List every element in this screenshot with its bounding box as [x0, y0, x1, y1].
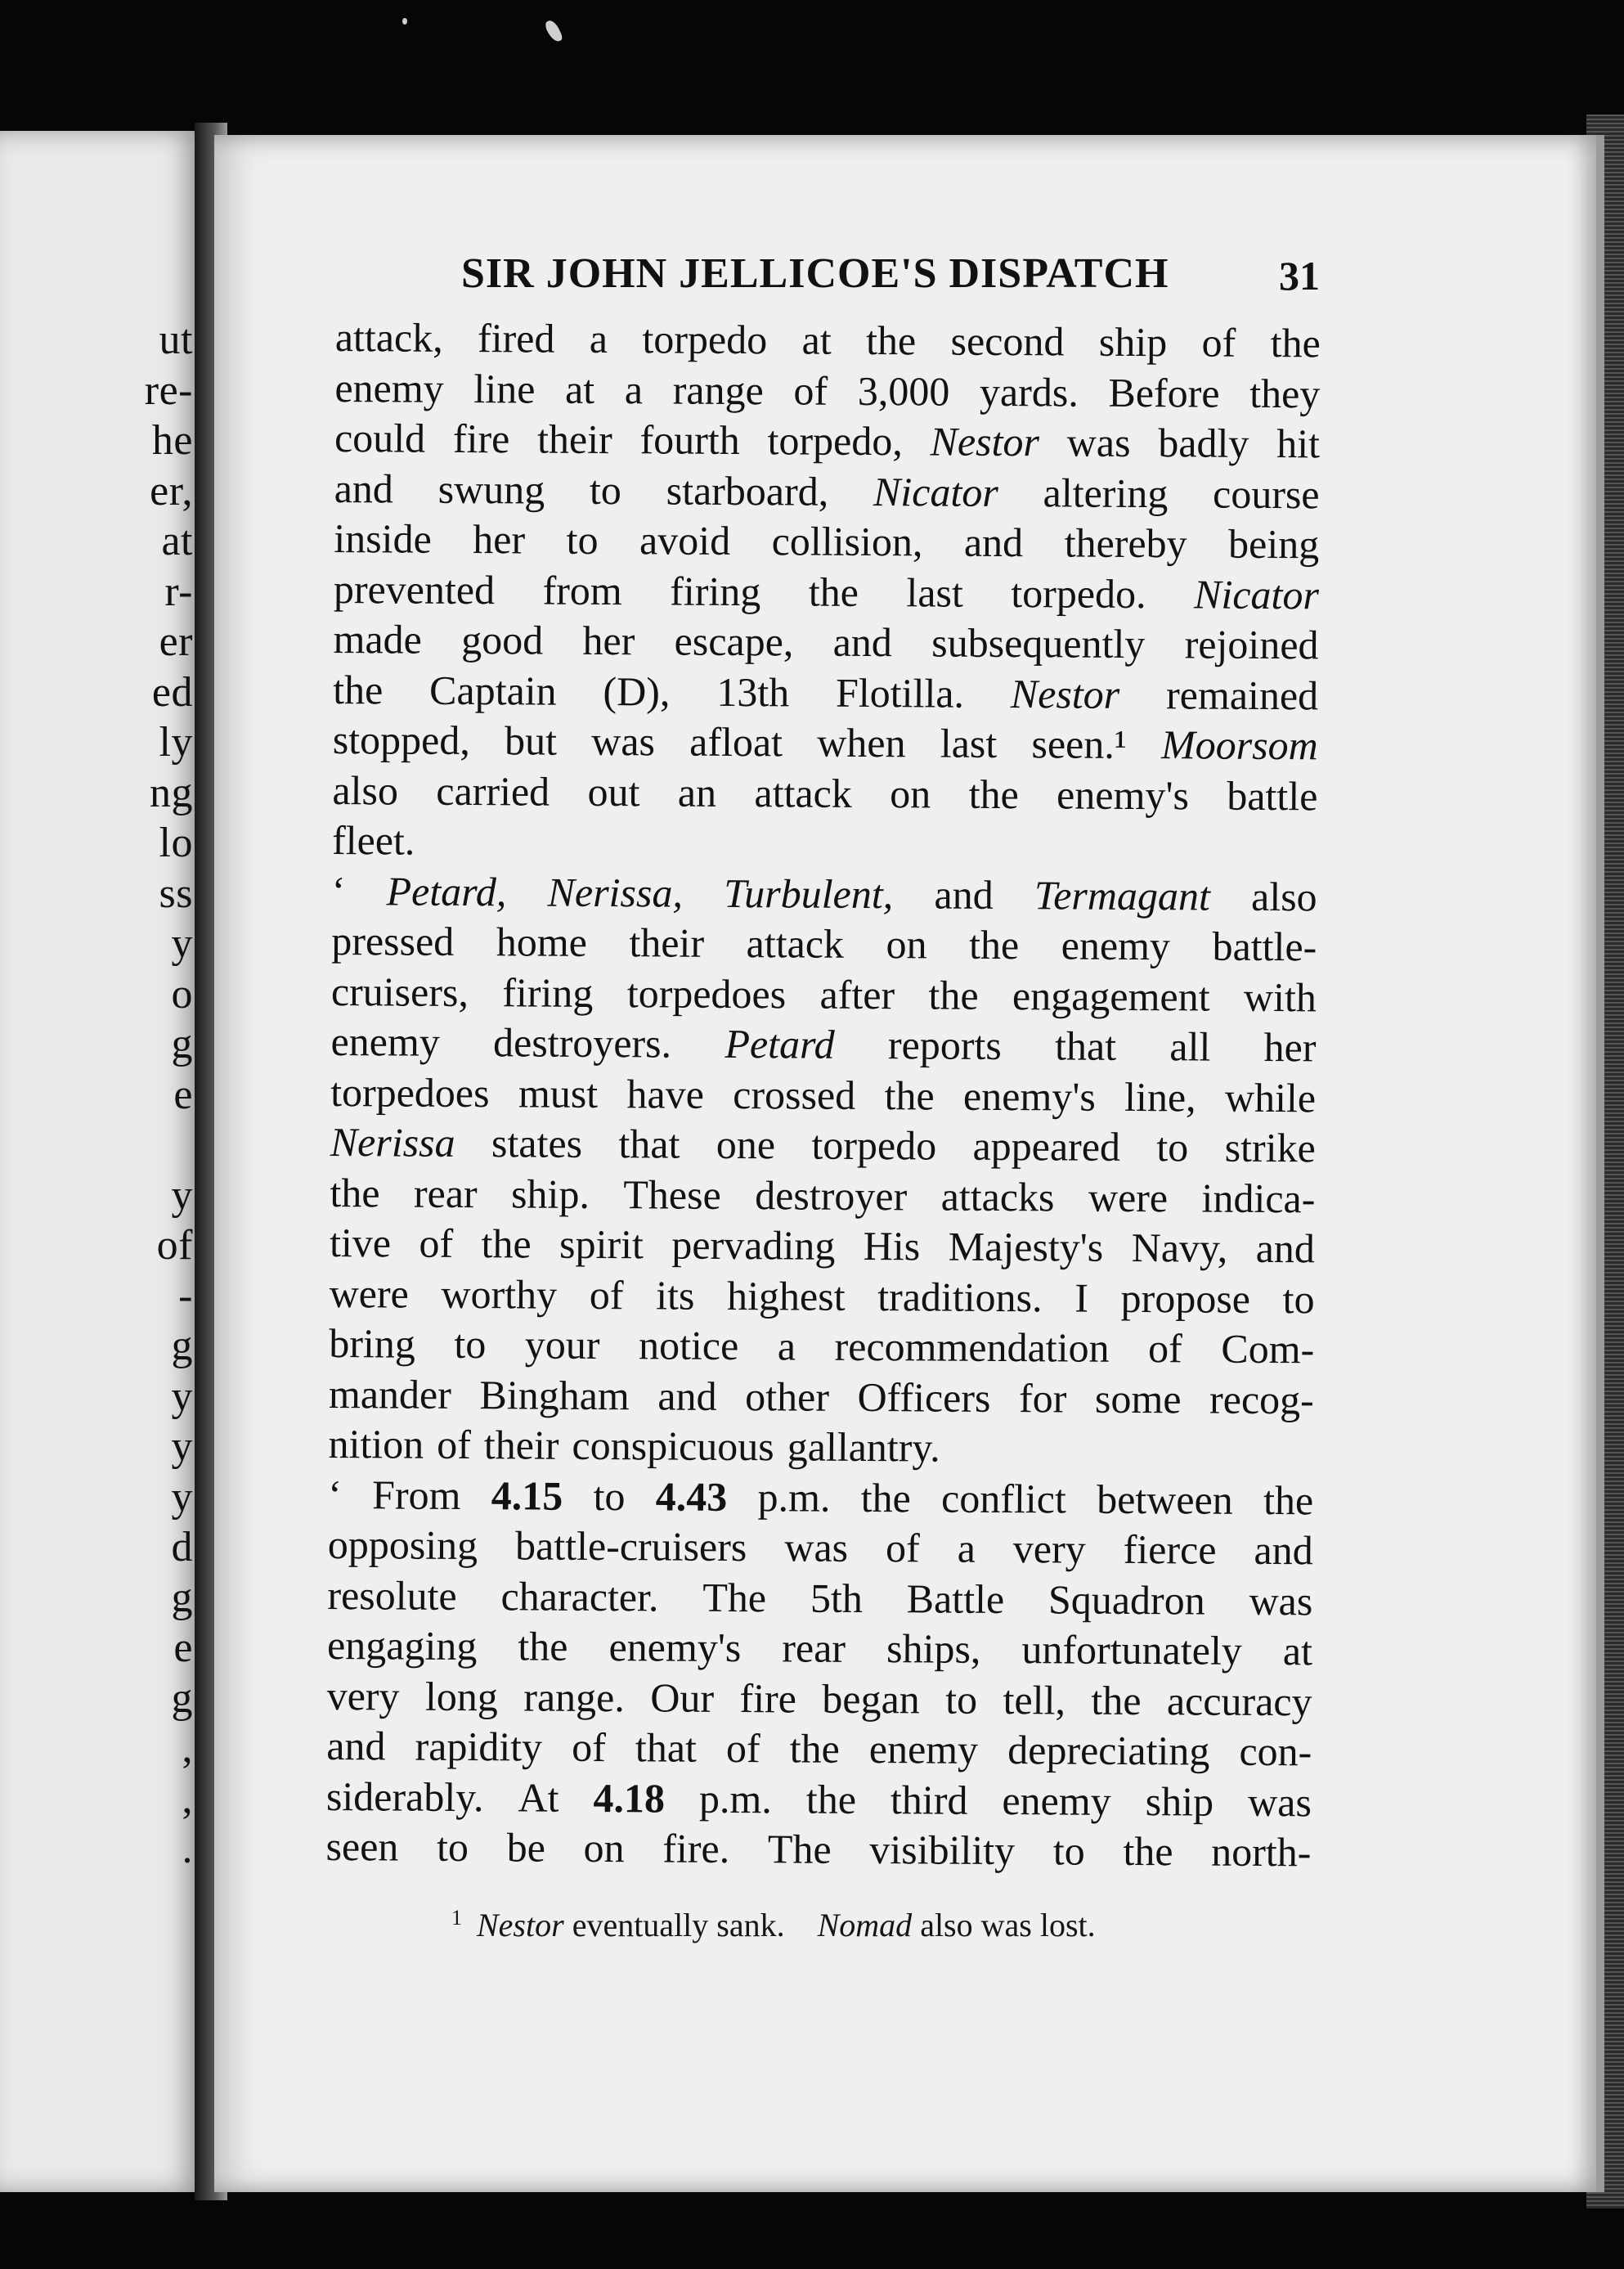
previous-page-line-ending: r-: [164, 568, 193, 615]
previous-page-line-ending: of: [156, 1222, 193, 1269]
body-line: prevented from firing the last torpedo. Nicator: [333, 565, 1320, 618]
body-line: ‘ From 4.15 to 4.43 p.m. the conflict between the: [328, 1471, 1314, 1523]
previous-page-line-ending: .: [182, 1826, 193, 1872]
previous-page-line-ending: -: [178, 1272, 193, 1319]
running-head: [461, 249, 1328, 298]
body-line: fleet.: [331, 816, 415, 864]
body-line: ‘ Petard, Nerissa, Turbulent, and Termagant also: [331, 867, 1317, 919]
body-line: attack, fired a torpedo at the second ship of the: [334, 313, 1321, 366]
body-line: siderably. At 4.18 p.m. the third enemy ship was: [325, 1773, 1312, 1825]
body-line: nition of their conspicuous gallantry.: [328, 1420, 940, 1471]
footnote: [451, 1906, 1096, 1944]
body-line: Nerissa states that one torpedo appeared to strike: [330, 1118, 1316, 1171]
body-line: opposing battle-cruisers was of a very fierce and: [327, 1521, 1313, 1574]
body-line: tive of the spirit pervading His Majesty's Navy, and: [329, 1219, 1316, 1272]
body-line: and swung to starboard, Nicator altering course: [334, 465, 1320, 517]
body-line: very long range. Our fire began to tell, the accuracy: [326, 1672, 1312, 1724]
previous-page-line-ending: g: [171, 1021, 193, 1067]
body-line: cruisers, firing torpedoes after the engagement with: [330, 968, 1317, 1020]
previous-page-line-ending: y: [171, 1473, 193, 1521]
body-line: mander Bingham and other Officers for some recog-: [328, 1370, 1314, 1422]
body-line: also carried out an attack on the enemy's battle: [332, 766, 1318, 819]
footnote-ship-name: Nestor: [477, 1907, 564, 1943]
previous-page-line-ending: e: [173, 1071, 193, 1118]
previous-page-line-ending: g: [171, 1323, 193, 1369]
body-line: were worthy of its highest traditions. I propose to: [329, 1269, 1315, 1322]
footnote-text: also was lost.: [920, 1907, 1096, 1943]
previous-page-line-ending: ss: [159, 869, 193, 917]
body-line: and rapidity of that of the enemy depreciating con-: [326, 1722, 1312, 1775]
body-line: seen to be on fire. The visibility to the north-: [325, 1822, 1312, 1876]
previous-page-line-ending: lo: [159, 820, 193, 866]
previous-page-line-ending: ng: [150, 769, 193, 816]
previous-page-line-ending: d: [171, 1524, 193, 1570]
previous-page-line-ending: y: [171, 1423, 193, 1470]
previous-page-line-ending: ly: [159, 719, 193, 766]
previous-page-line-ending: er: [159, 618, 193, 665]
previous-page-line-ending: ut: [159, 317, 193, 363]
previous-page-line-endings: [0, 315, 193, 1875]
previous-page-line-ending: e: [173, 1624, 193, 1671]
previous-page-line-ending: g: [171, 1674, 193, 1722]
page-number: 31: [1279, 253, 1320, 299]
footnote-ship-name: Nomad: [817, 1907, 913, 1943]
body-line: made good her escape, and subsequently rejoined: [333, 615, 1319, 668]
body-line: resolute character. The 5th Battle Squadron was: [327, 1571, 1313, 1624]
running-head-title: SIR JOHN JELLICOE'S DISPATCH: [461, 250, 1169, 297]
previous-page-line-ending: [0, 1120, 193, 1170]
body-line: stopped, but was afloat when last seen.¹ Moorsom: [332, 716, 1318, 769]
previous-page-line-ending: o: [171, 970, 193, 1018]
previous-page-line-ending: re-: [144, 366, 193, 414]
footnote-text: eventually sank.: [572, 1907, 785, 1943]
previous-page-line-ending: y: [171, 1373, 193, 1420]
body-line: could fire their fourth torpedo, Nestor was badly hit: [334, 414, 1321, 467]
previous-page-line-ending: he: [151, 417, 193, 464]
body-line: torpedoes must have crossed the enemy's line, while: [330, 1068, 1317, 1121]
body-line: bring to your notice a recommendation of Com-: [329, 1319, 1315, 1373]
previous-page-fragment: [0, 131, 201, 2192]
dust-speck: [402, 18, 407, 25]
body-line: enemy destroyers. Petard reports that all her: [330, 1018, 1317, 1071]
previous-page-line-ending: ed: [151, 668, 193, 716]
previous-page-line-ending: er,: [150, 467, 193, 514]
previous-page-line-ending: y: [171, 1171, 193, 1219]
body-line: inside her to avoid collision, and thereby being: [334, 514, 1320, 568]
previous-page-line-ending: at: [161, 518, 193, 564]
body-text: [325, 312, 1321, 1878]
previous-page-line-ending: ,: [182, 1775, 193, 1822]
previous-page-line-ending: ,: [182, 1725, 193, 1772]
previous-page-line-ending: g: [171, 1574, 193, 1621]
body-line: enemy line at a range of 3,000 yards. Before they: [334, 364, 1321, 416]
body-line: the rear ship. These destroyer attacks were indica-: [330, 1169, 1316, 1221]
body-line: the Captain (D), 13th Flotilla. Nestor remained: [333, 666, 1319, 718]
body-line: engaging the enemy's rear ships, unfortunately at: [326, 1621, 1313, 1674]
body-line: pressed home their attack on the enemy battle-: [331, 917, 1317, 970]
footnote-marker: 1: [451, 1906, 462, 1930]
previous-page-line-ending: y: [171, 920, 193, 967]
